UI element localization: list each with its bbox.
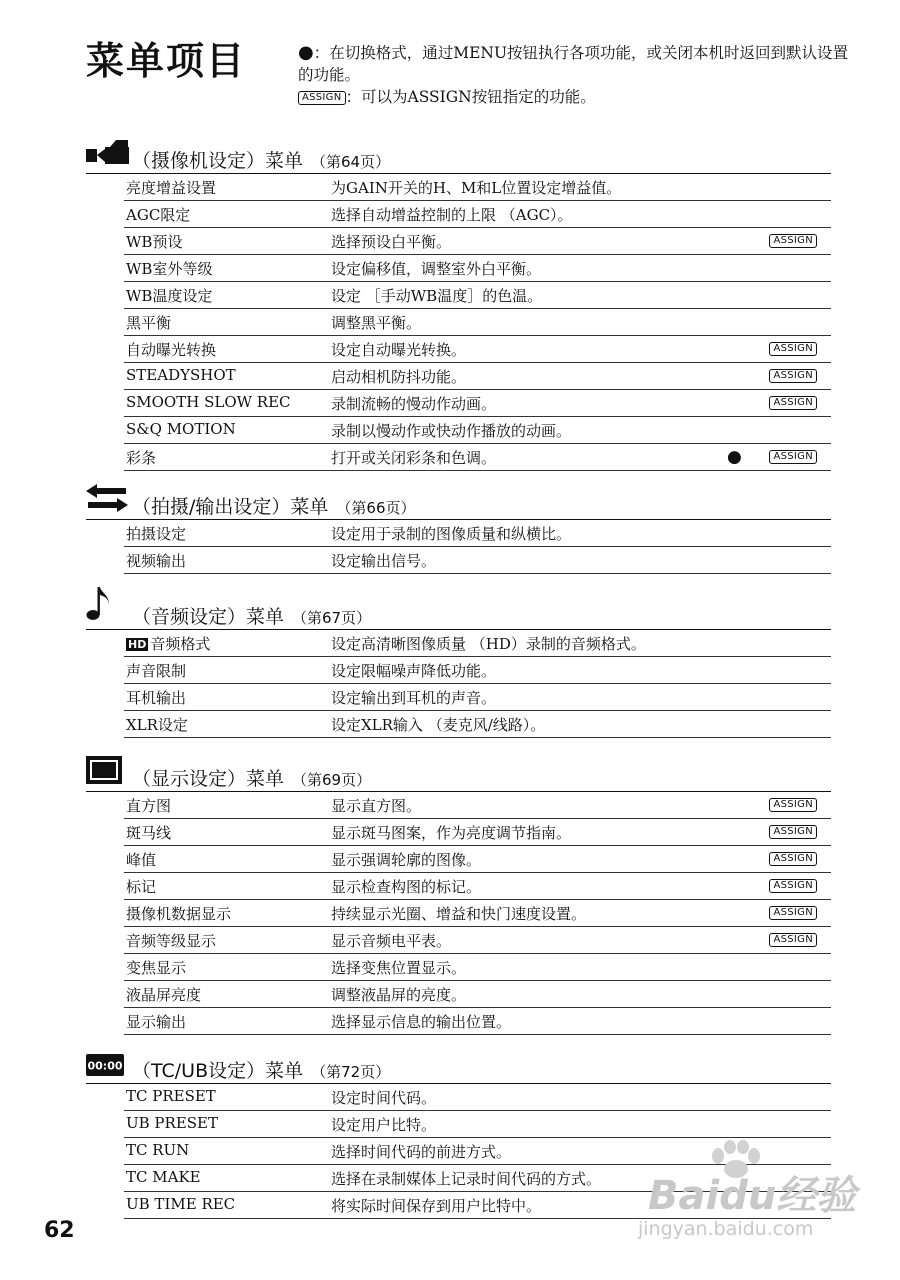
page-title: 菜单项目 [86, 39, 247, 83]
section-title [132, 602, 371, 629]
table-row [124, 255, 831, 282]
item-name: 自动曝光转换 [126, 341, 217, 359]
intro-line-2 [298, 86, 858, 108]
section-title [132, 146, 390, 173]
item-desc: 选择在录制媒体上记录时间代码的方式。 [331, 1170, 602, 1188]
assign-badge: ASSIGN [769, 396, 817, 410]
section-title-text: （摄像机设定）菜单 [132, 150, 304, 172]
section-header [86, 1048, 831, 1084]
watermark-sub: jingyan.baidu.com [638, 1218, 814, 1240]
item-desc: 设定输出到耳机的声音。 [331, 689, 497, 707]
item-desc: 打开或关闭彩条和色调。 [331, 449, 497, 467]
assign-badge: ASSIGN [769, 825, 817, 839]
table-row [124, 520, 831, 547]
item-name: 黑平衡 [126, 314, 172, 332]
assign-badge: ASSIGN [769, 369, 817, 383]
display-icon [86, 756, 122, 788]
item-desc: 选择变焦位置显示。 [331, 959, 467, 977]
section-title [132, 1056, 390, 1083]
table-row [124, 684, 831, 711]
item-name: UB TIME REC [126, 1195, 236, 1213]
section-title [132, 492, 416, 519]
assign-badge: ASSIGN [769, 342, 817, 356]
watermark [636, 1140, 856, 1250]
item-name: 音频等级显示 [126, 932, 217, 950]
item-desc: 调整黑平衡。 [331, 314, 422, 332]
table-row [124, 201, 831, 228]
item-desc: 录制流畅的慢动作动画。 [331, 395, 497, 413]
table-row [124, 228, 831, 255]
section-page-ref: （第67页） [292, 609, 372, 627]
item-name: TC RUN [126, 1141, 190, 1159]
table-row [124, 309, 831, 336]
section-audio-settings [86, 594, 831, 738]
section-display-settings [86, 756, 831, 1035]
section-title-text: （拍摄/输出设定）菜单 [132, 496, 329, 518]
assign-badge: ASSIGN [769, 879, 817, 893]
assign-badge: ASSIGN [769, 798, 817, 812]
item-desc: 持续显示光圈、增益和快门速度设置。 [331, 905, 587, 923]
item-name: 亮度增益设置 [126, 179, 217, 197]
section-title-text: （显示设定）菜单 [132, 768, 285, 790]
page-number: 62 [44, 1218, 75, 1243]
item-desc: 启动相机防抖功能。 [331, 368, 467, 386]
table-row [124, 282, 831, 309]
assign-badge: ASSIGN [298, 91, 346, 105]
intro-line-2-text: ：可以为ASSIGN按钮指定的功能。 [345, 88, 596, 106]
assign-badge: ASSIGN [769, 933, 817, 947]
item-desc: 显示斑马图案，作为亮度调节指南。 [331, 824, 572, 842]
item-name: 斑马线 [126, 824, 172, 842]
section-header [86, 138, 831, 174]
bullet-mark: ● [727, 447, 742, 467]
table-row [124, 547, 831, 574]
table-row [124, 873, 831, 900]
section-page-ref: （第72页） [311, 1063, 391, 1081]
intro-line-1-text: ：在切换格式，通过MENU按钮执行各项功能，或关闭本机时返回到默认设置的功能。 [298, 44, 849, 84]
section-page-ref: （第69页） [292, 771, 372, 789]
item-name: 摄像机数据显示 [126, 905, 232, 923]
item-desc: 显示强调轮廓的图像。 [331, 851, 482, 869]
item-name: 变焦显示 [126, 959, 187, 977]
item-name-text: 音频格式 [150, 635, 211, 653]
item-desc: 显示直方图。 [331, 797, 422, 815]
item-desc: 设定用户比特。 [331, 1116, 437, 1134]
arrows-icon [86, 484, 128, 516]
intro-text [298, 42, 858, 108]
table-row [124, 1111, 831, 1138]
section-page-ref: （第66页） [336, 499, 416, 517]
section-title-text: （TC/UB设定）菜单 [132, 1060, 304, 1082]
timecode-icon-text: 00:00 [87, 1059, 123, 1073]
item-desc: 设定时间代码。 [331, 1089, 437, 1107]
item-desc: 选择预设白平衡。 [331, 233, 452, 251]
item-name: UB PRESET [126, 1114, 218, 1132]
assign-badge: ASSIGN [769, 450, 817, 464]
item-name: S&Q MOTION [126, 420, 236, 438]
menu-table [124, 630, 831, 738]
item-desc: 选择自动增益控制的上限 （AGC）。 [331, 206, 573, 224]
section-header [86, 594, 831, 630]
table-row [124, 954, 831, 981]
item-name: STEADYSHOT [126, 366, 236, 384]
item-name: 视频输出 [126, 552, 187, 570]
item-name: 峰值 [126, 851, 157, 869]
item-name: XLR设定 [126, 716, 188, 734]
item-name: AGC限定 [126, 206, 191, 224]
bullet-mark: ● [298, 42, 314, 63]
intro-line-1 [298, 42, 858, 86]
item-desc: 调整液晶屏的亮度。 [331, 986, 467, 1004]
assign-badge: ASSIGN [769, 852, 817, 866]
assign-badge: ASSIGN [769, 906, 817, 920]
item-name: 液晶屏亮度 [126, 986, 202, 1004]
menu-table [124, 174, 831, 471]
table-row [124, 1008, 831, 1035]
section-header [86, 756, 831, 792]
item-desc: 设定偏移值，调整室外白平衡。 [331, 260, 542, 278]
item-desc: 设定XLR输入 （麦克风/线路）。 [331, 716, 546, 734]
item-name: TC MAKE [126, 1168, 201, 1186]
section-title-text: （音频设定）菜单 [132, 606, 285, 628]
item-desc: 设定自动曝光转换。 [331, 341, 467, 359]
table-row [124, 1084, 831, 1111]
item-desc: 选择时间代码的前进方式。 [331, 1143, 512, 1161]
table-row [124, 900, 831, 927]
item-desc: 将实际时间保存到用户比特中。 [331, 1197, 542, 1215]
section-camera-settings [86, 138, 831, 471]
section-title [132, 764, 371, 791]
table-row [124, 444, 831, 471]
item-name: 显示输出 [126, 1013, 187, 1031]
item-desc: 设定限幅噪声降低功能。 [331, 662, 497, 680]
item-desc: 显示检查构图的标记。 [331, 878, 482, 896]
watermark-main: Baidu经验 [648, 1173, 857, 1219]
item-name: WB室外等级 [126, 260, 213, 278]
table-row [124, 363, 831, 390]
item-desc: 录制以慢动作或快动作播放的动画。 [331, 422, 572, 440]
table-row [124, 927, 831, 954]
item-name: TC PRESET [126, 1087, 216, 1105]
table-row [124, 819, 831, 846]
table-row [124, 336, 831, 363]
table-row [124, 792, 831, 819]
item-desc: 设定输出信号。 [331, 552, 437, 570]
menu-table [124, 520, 831, 574]
item-desc: 选择显示信息的输出位置。 [331, 1013, 512, 1031]
item-name: 声音限制 [126, 662, 187, 680]
camera-icon [86, 140, 130, 170]
item-desc: 为GAIN开关的H、M和L位置设定增益值。 [331, 179, 622, 197]
item-name: 拍摄设定 [126, 525, 187, 543]
item-name [126, 633, 210, 654]
item-name: WB温度设定 [126, 287, 213, 305]
timecode-icon [86, 1054, 124, 1080]
item-desc: 设定高清晰图像质量 （HD）录制的音频格式。 [331, 635, 646, 653]
section-header [86, 484, 831, 520]
assign-badge: ASSIGN [769, 234, 817, 248]
section-page-ref: （第64页） [311, 153, 391, 171]
table-row [124, 657, 831, 684]
item-name: SMOOTH SLOW REC [126, 393, 291, 411]
item-desc: 设定 ［手动WB温度］的色温。 [331, 287, 543, 305]
item-desc: 设定用于录制的图像质量和纵横比。 [331, 525, 572, 543]
table-row [124, 417, 831, 444]
menu-table [124, 792, 831, 1035]
table-row [124, 711, 831, 738]
item-name: WB预设 [126, 233, 183, 251]
table-row [124, 174, 831, 201]
table-row [124, 846, 831, 873]
table-row [124, 981, 831, 1008]
table-row [124, 390, 831, 417]
item-name: 彩条 [126, 449, 157, 467]
item-name: 直方图 [126, 797, 172, 815]
item-name: 耳机输出 [126, 689, 187, 707]
section-shooting-output-settings [86, 484, 831, 574]
item-name: 标记 [126, 878, 157, 896]
music-note-icon [86, 586, 114, 626]
item-desc: 显示音频电平表。 [331, 932, 452, 950]
table-row [124, 630, 831, 657]
hd-badge: HD [128, 638, 147, 651]
